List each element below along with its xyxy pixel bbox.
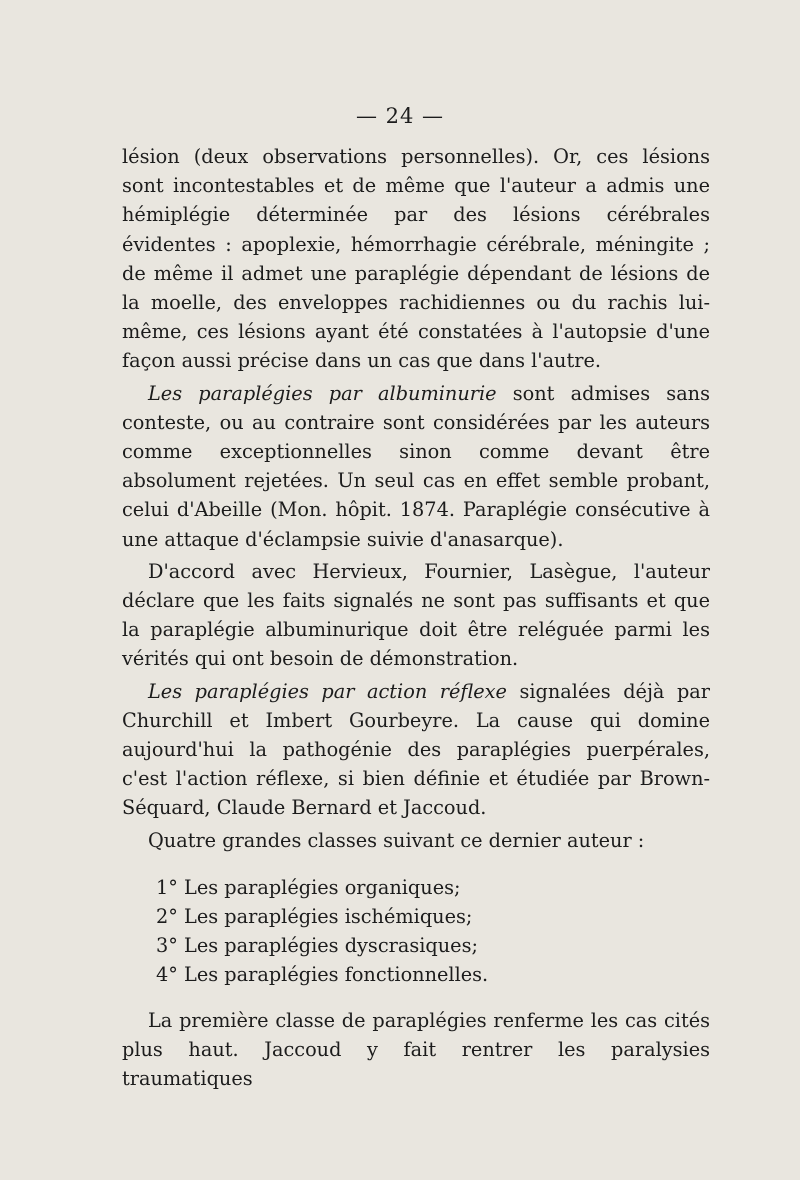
paragraph-action-reflexe-text: signalées déjà par Churchill et Imbert Gourbeyre. La cause qui domine aujourd'hui la pathogénie des paraplégies puerpérales, c'est l'action réflexe, si bien définie et étudiée par Brown-Séquard, Claude Bernard et Jaccoud. xyxy=(122,679,710,820)
paragraph-action-reflexe xyxy=(122,677,710,823)
list-item: 4° Les paraplégies fonctionnelles. xyxy=(156,963,489,987)
section-heading-albuminurie: Les paraplégies par albuminurie xyxy=(148,381,497,405)
page-number: — 24 — xyxy=(355,104,445,128)
body-text xyxy=(122,142,710,1093)
paragraph-hervieux: D'accord avec Hervieux, Fournier, Lasègue, l'auteur déclare que les faits signalés ne sont pas suffisants et que la paraplégie albuminurique doit être reléguée parmi les vérités qui ont besoin de démonstration. xyxy=(122,559,710,671)
list-item: 1° Les paraplégies organiques; xyxy=(156,875,461,899)
paragraph-albuminurie-text: sont admises sans conteste, ou au contraire sont considérées par les auteurs comme exceptionnelles sinon comme devant être absolument rejetées. Un seul cas en effet semble probant, celui d'Abeille (Mon. hôpit. 1874. Paraplégie consécutive à une attaque d'éclampsie suivie d'anasarque). xyxy=(122,381,710,551)
section-heading-action-reflexe: Les paraplégies par action réflexe xyxy=(148,679,507,703)
paragraph-premiere-classe: La première classe de paraplégies renferme les cas cités plus haut. Jaccoud y fait rentrer les paralysies traumatiques xyxy=(122,1008,710,1091)
paragraph-quatre-classes: Quatre grandes classes suivant ce dernier auteur : xyxy=(148,828,645,852)
paragraph-albuminurie xyxy=(122,379,710,554)
paragraph-lesions: lésion (deux observations personnelles). Or, ces lésions sont incontestables et de même que l'auteur a admis une hémiplégie déterminée par des lésions cérébrales évidentes : apoplexie, hémorrhagie cérébrale, méningite ; de même il admet une paraplégie dépendant de lésions de la moelle, des enveloppes rachidiennes ou du rachis lui-même, ces lésions ayant été constatées à l'autopsie d'une façon aussi précise dans un cas que dans l'autre. xyxy=(122,145,710,373)
list-item: 2° Les paraplégies ischémiques; xyxy=(156,905,473,929)
classes-list xyxy=(122,873,710,990)
list-item: 3° Les paraplégies dyscrasiques; xyxy=(156,934,478,958)
